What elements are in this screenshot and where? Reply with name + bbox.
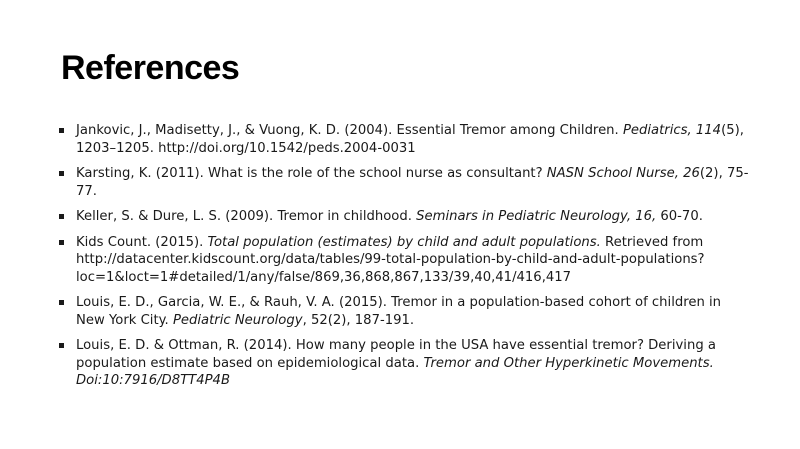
bullet-icon bbox=[59, 300, 64, 305]
reference-item bbox=[59, 294, 749, 329]
bullet-icon bbox=[59, 343, 64, 348]
reference-text: Louis, E. D., Garcia, W. E., & Rauh, V. A. (2015). Tremor in a population-based cohort of children in New York City. Pediatric Neurology, 52(2), 187-191. bbox=[76, 295, 722, 328]
bullet-icon bbox=[59, 240, 64, 245]
page-title: References bbox=[61, 49, 240, 87]
reference-item bbox=[59, 337, 749, 390]
bullet-icon bbox=[59, 214, 64, 219]
reference-text: Karsting, K. (2011). What is the role of the school nurse as consultant? NASN School Nurse, 26(2), 75-77. bbox=[76, 166, 749, 199]
reference-item bbox=[59, 122, 749, 157]
reference-list bbox=[59, 122, 749, 398]
reference-item bbox=[59, 165, 749, 200]
reference-item bbox=[59, 234, 749, 287]
reference-text: Kids Count. (2015). Total population (estimates) by child and adult populations. Retrieved from http://datacenter.kidscount.org/data/tables/99-total-population-by-child-and-adult-populations?loc=1&loct=1#detailed/1/any/false/869,36,868,867,133/39,40,41/416,417 bbox=[76, 234, 705, 285]
bullet-icon bbox=[59, 128, 64, 133]
reference-text: Jankovic, J., Madisetty, J., & Vuong, K. D. (2004). Essential Tremor among Children. Pediatrics, 114(5), 1203–1205. http://doi.org/10.1542/peds.2004-0031 bbox=[76, 123, 744, 156]
reference-item bbox=[59, 208, 749, 226]
reference-text: Keller, S. & Dure, L. S. (2009). Tremor in childhood. Seminars in Pediatric Neurology, 16, 60-70. bbox=[76, 209, 703, 224]
reference-text: Louis, E. D. & Ottman, R. (2014). How many people in the USA have essential tremor? Deriving a population estimate based on epidemiological data. Tremor and Other Hyperkinetic Movements. Doi:10:7916/D8TT4P4B bbox=[76, 338, 716, 388]
bullet-icon bbox=[59, 171, 64, 176]
